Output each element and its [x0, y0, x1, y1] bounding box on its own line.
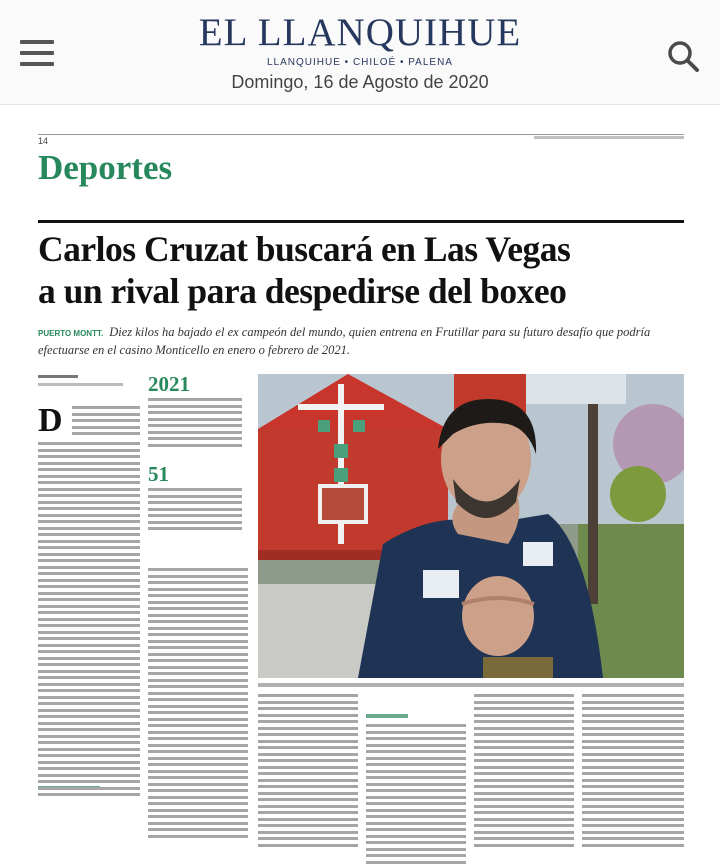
photo-caption [258, 683, 684, 687]
fact-box-text-2 [148, 488, 242, 534]
body-column-2 [148, 568, 248, 841]
body-column-6 [582, 694, 684, 850]
headline-line-2: a un rival para despedirse del boxeo [38, 271, 567, 311]
dropcap-letter: D [38, 402, 63, 439]
newspaper-page[interactable] [26, 122, 698, 856]
fact-box-year: 2021 [148, 372, 190, 396]
boxer-photo [258, 374, 684, 678]
byline-source [38, 382, 123, 388]
body-column-1-top [72, 406, 140, 439]
body-column-3 [258, 694, 358, 850]
newspaper-masthead: EL LLANQUIHUE [198, 11, 522, 54]
article-headline [38, 228, 688, 312]
byline [38, 374, 78, 380]
page-number: 14 [38, 136, 49, 146]
page-top-rule [38, 134, 684, 135]
app-header [0, 0, 720, 105]
body-column-1 [38, 442, 140, 800]
search-icon[interactable] [663, 37, 703, 77]
page-meta [534, 136, 684, 139]
article-lead [38, 324, 688, 359]
body-column-4 [366, 724, 466, 867]
headline-line-1: Carlos Cruzat buscará en Las Vegas [38, 229, 571, 269]
fact-box-number: 51 [148, 462, 169, 486]
section-rule [38, 220, 684, 223]
body-column-5 [474, 694, 574, 850]
fact-box-text-1 [148, 398, 242, 450]
lead-kicker: PUERTO MONTT. [38, 329, 104, 338]
column-subhead-2 [366, 714, 408, 720]
lead-text: Diez kilos ha bajado el ex campeón del mundo, quien entrena en Frutillar para su futuro desafío que podría efectuarse en el casino Monticello en enero o febrero de 2021. [38, 325, 651, 357]
edition-date: Domingo, 16 de Agosto de 2020 [231, 72, 489, 92]
masthead-subtitle: LLANQUIHUE • CHILOÉ • PALENA [267, 57, 453, 68]
section-title: Deportes [38, 148, 173, 187]
